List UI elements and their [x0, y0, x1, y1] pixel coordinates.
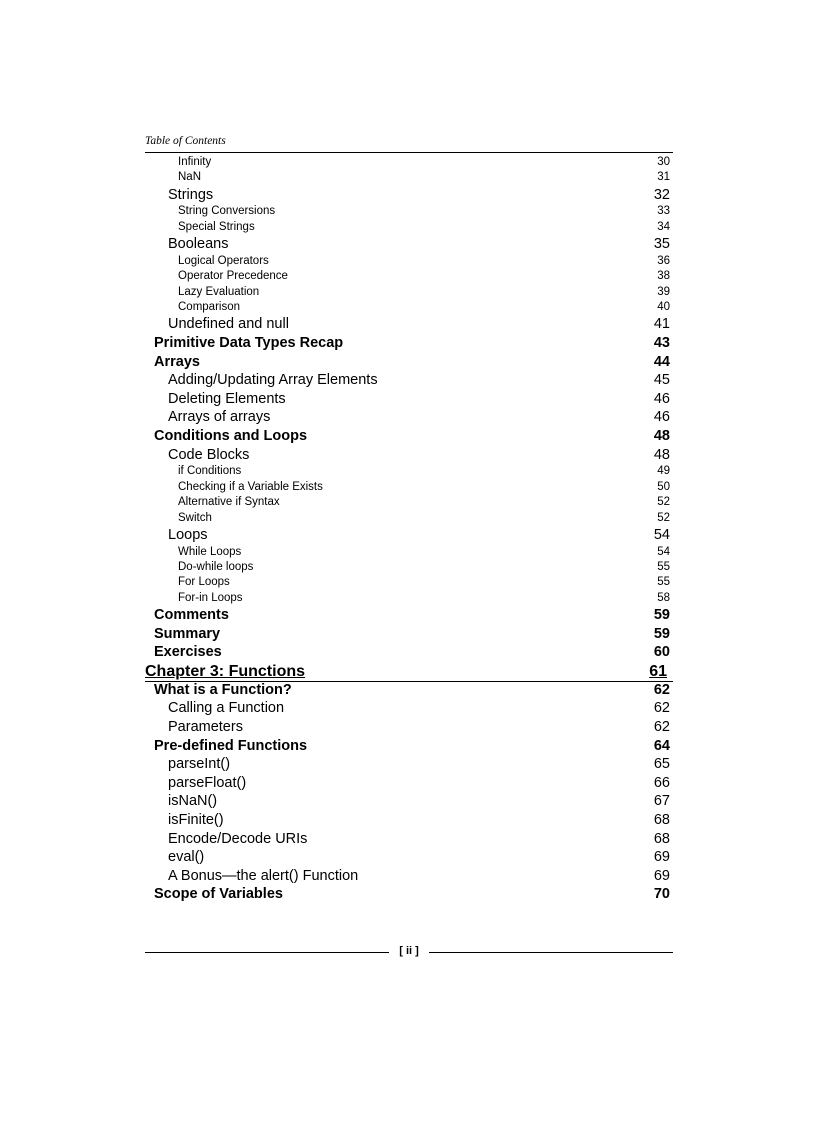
toc-entry-title: Chapter 3: Functions [145, 663, 306, 681]
toc-entry[interactable] [145, 316, 670, 335]
toc-entry[interactable] [145, 171, 670, 186]
toc-entry[interactable] [145, 187, 670, 206]
toc-entry-title: Infinity [178, 156, 212, 168]
toc-entry[interactable] [145, 576, 670, 591]
toc-entry-title: Booleans [168, 236, 229, 253]
toc-entry[interactable] [145, 512, 670, 527]
toc-entry-page: 69 [653, 867, 670, 884]
toc-entry[interactable] [145, 391, 670, 410]
toc-entry[interactable] [145, 719, 670, 738]
toc-entry[interactable] [145, 886, 670, 905]
toc-entry-page: 45 [653, 372, 670, 389]
toc-entry[interactable] [145, 465, 670, 480]
page-footer [145, 942, 673, 962]
toc-entry[interactable] [145, 644, 670, 663]
toc-entry-page: 52 [657, 511, 670, 524]
toc-entry-title: Primitive Data Types Recap [154, 334, 344, 351]
toc-entry-title: For-in Loops [178, 591, 243, 604]
toc-entry-page: 58 [657, 591, 670, 604]
toc-entry-page: 38 [657, 270, 670, 283]
toc-entry-page: 66 [653, 774, 670, 791]
toc-entry-title: Comparison [178, 300, 240, 313]
toc-entry-title: A Bonus—the alert() Function [168, 867, 359, 884]
toc-entry-page: 55 [657, 576, 670, 589]
toc-entry[interactable] [145, 447, 670, 466]
toc-entry-page: 61 [649, 663, 667, 681]
toc-entry-title: Strings [168, 186, 214, 203]
toc-entry[interactable] [145, 372, 670, 391]
toc-entry-title: Scope of Variables [154, 886, 283, 903]
toc-entry-page: 49 [657, 465, 670, 478]
toc-entry-title: Exercises [154, 644, 222, 661]
toc-entry-page: 30 [657, 156, 670, 168]
toc-entry-page: 46 [653, 409, 670, 426]
page-number: [ ii ] [399, 945, 419, 957]
toc-entry-page: 62 [653, 700, 670, 717]
toc-entry-page: 70 [653, 886, 670, 903]
toc-entry-page: 50 [657, 480, 670, 493]
toc-entry[interactable] [145, 775, 670, 794]
toc-entry-title: String Conversions [178, 205, 276, 218]
toc-entry-page: 36 [657, 254, 670, 267]
toc-entry-page: 68 [653, 812, 670, 829]
toc-entry[interactable] [145, 756, 670, 775]
toc-entry[interactable] [145, 592, 670, 607]
toc-entry[interactable] [145, 831, 670, 850]
toc-entry-title: Deleting Elements [168, 390, 286, 407]
toc-entry-page: 52 [657, 496, 670, 509]
toc-entry-title: Loops [168, 526, 208, 543]
toc-entry-page: 46 [653, 390, 670, 407]
toc-entry-title: eval() [168, 849, 205, 866]
toc-entry-title: For Loops [178, 576, 230, 589]
toc-entry-title: Undefined and null [168, 316, 289, 333]
toc-entry-title: isFinite() [168, 812, 224, 829]
toc-entry[interactable] [145, 812, 670, 831]
toc-entry[interactable] [145, 849, 670, 868]
toc-entry-page: 68 [653, 830, 670, 847]
toc-entry-title: Summary [154, 625, 221, 642]
toc-entry[interactable] [145, 481, 670, 496]
toc-entry[interactable] [145, 700, 670, 719]
toc-entry-page: 40 [657, 300, 670, 313]
toc-entry-page: 60 [653, 644, 670, 661]
toc-entry-page: 69 [653, 849, 670, 866]
toc-entry-title: parseFloat() [168, 774, 247, 791]
toc-entry-title: Comments [154, 607, 229, 624]
toc-entry-title: Arrays of arrays [168, 409, 271, 426]
toc-entry-page: 55 [657, 560, 670, 573]
footer-rule-right [429, 952, 673, 953]
toc-entry-page: 33 [657, 205, 670, 218]
toc-entry-title: Lazy Evaluation [178, 285, 260, 298]
toc-entry-page: 65 [653, 756, 670, 773]
toc-entry-title: Special Strings [178, 220, 255, 233]
toc-entry-page: 44 [653, 353, 670, 370]
running-header [145, 133, 673, 153]
toc-entry-page: 41 [653, 316, 670, 333]
toc-entry-page: 31 [657, 171, 670, 184]
toc-entry-title: Pre-defined Functions [154, 737, 308, 754]
toc-entry-title: While Loops [178, 545, 242, 558]
toc-entry-page: 59 [653, 607, 670, 624]
toc-entry[interactable] [145, 301, 670, 316]
toc-entry[interactable] [145, 607, 670, 626]
toc-entry[interactable] [145, 546, 670, 561]
toc-entry-title: Adding/Updating Array Elements [168, 372, 378, 389]
toc-entry-title: Do-while loops [178, 560, 254, 573]
toc-entry-title: Arrays [154, 353, 200, 370]
toc-entry-page: 64 [653, 737, 670, 754]
toc-entry-title: parseInt() [168, 756, 231, 773]
toc-entry-title: Calling a Function [168, 700, 285, 717]
toc-entry-page: 48 [653, 446, 670, 463]
toc-entry-page: 32 [653, 186, 670, 203]
toc-entry[interactable] [145, 255, 670, 270]
toc-entry-title: if Conditions [178, 465, 242, 478]
toc-entry[interactable] [145, 868, 670, 887]
toc-entry-title: What is a Function? [154, 681, 292, 698]
toc-entry-title: Checking if a Variable Exists [178, 480, 323, 493]
toc-entry-title: Alternative if Syntax [178, 496, 280, 509]
footer-rule-left [145, 952, 389, 953]
toc-entry-page: 62 [653, 719, 670, 735]
table-of-contents [145, 156, 670, 905]
toc-entry[interactable] [145, 738, 670, 757]
toc-entry-page: 67 [653, 793, 670, 810]
toc-entry[interactable] [145, 561, 670, 576]
toc-entry[interactable] [145, 236, 670, 255]
toc-entry-page: 59 [653, 625, 670, 642]
toc-entry-title: Logical Operators [178, 254, 269, 267]
toc-entry-title: NaN [178, 171, 202, 184]
toc-entry-title: Parameters [168, 719, 243, 735]
toc-entry[interactable] [145, 682, 670, 701]
toc-entry[interactable] [145, 335, 670, 354]
toc-entry-title: isNaN() [168, 793, 218, 810]
toc-entry-page: 43 [653, 334, 670, 351]
toc-entry[interactable] [145, 428, 670, 447]
toc-entry-title: Conditions and Loops [154, 428, 308, 445]
toc-entry[interactable] [145, 286, 670, 301]
toc-entry[interactable] [145, 496, 670, 511]
toc-entry[interactable] [145, 156, 670, 171]
toc-entry-title: Encode/Decode URIs [168, 830, 308, 847]
toc-entry-page: 62 [653, 681, 670, 698]
toc-entry-title: Operator Precedence [178, 270, 288, 283]
toc-entry[interactable] [145, 409, 670, 428]
toc-chapter-entry[interactable] [145, 663, 670, 682]
toc-entry-title: Switch [178, 511, 212, 524]
toc-entry[interactable] [145, 270, 670, 285]
toc-entry[interactable] [145, 221, 670, 236]
toc-entry-page: 48 [653, 428, 670, 445]
running-header-title: Table of Contents [145, 135, 226, 147]
toc-entry-title: Code Blocks [168, 446, 250, 463]
toc-entry-page: 35 [653, 236, 670, 253]
toc-entry[interactable] [145, 205, 670, 220]
toc-entry-page: 39 [657, 285, 670, 298]
toc-entry-page: 34 [657, 220, 670, 233]
toc-entry[interactable] [145, 527, 670, 546]
toc-entry-page: 54 [653, 526, 670, 543]
toc-entry[interactable] [145, 626, 670, 645]
toc-entry-page: 54 [657, 545, 670, 558]
toc-entry[interactable] [145, 793, 670, 812]
toc-entry[interactable] [145, 354, 670, 373]
